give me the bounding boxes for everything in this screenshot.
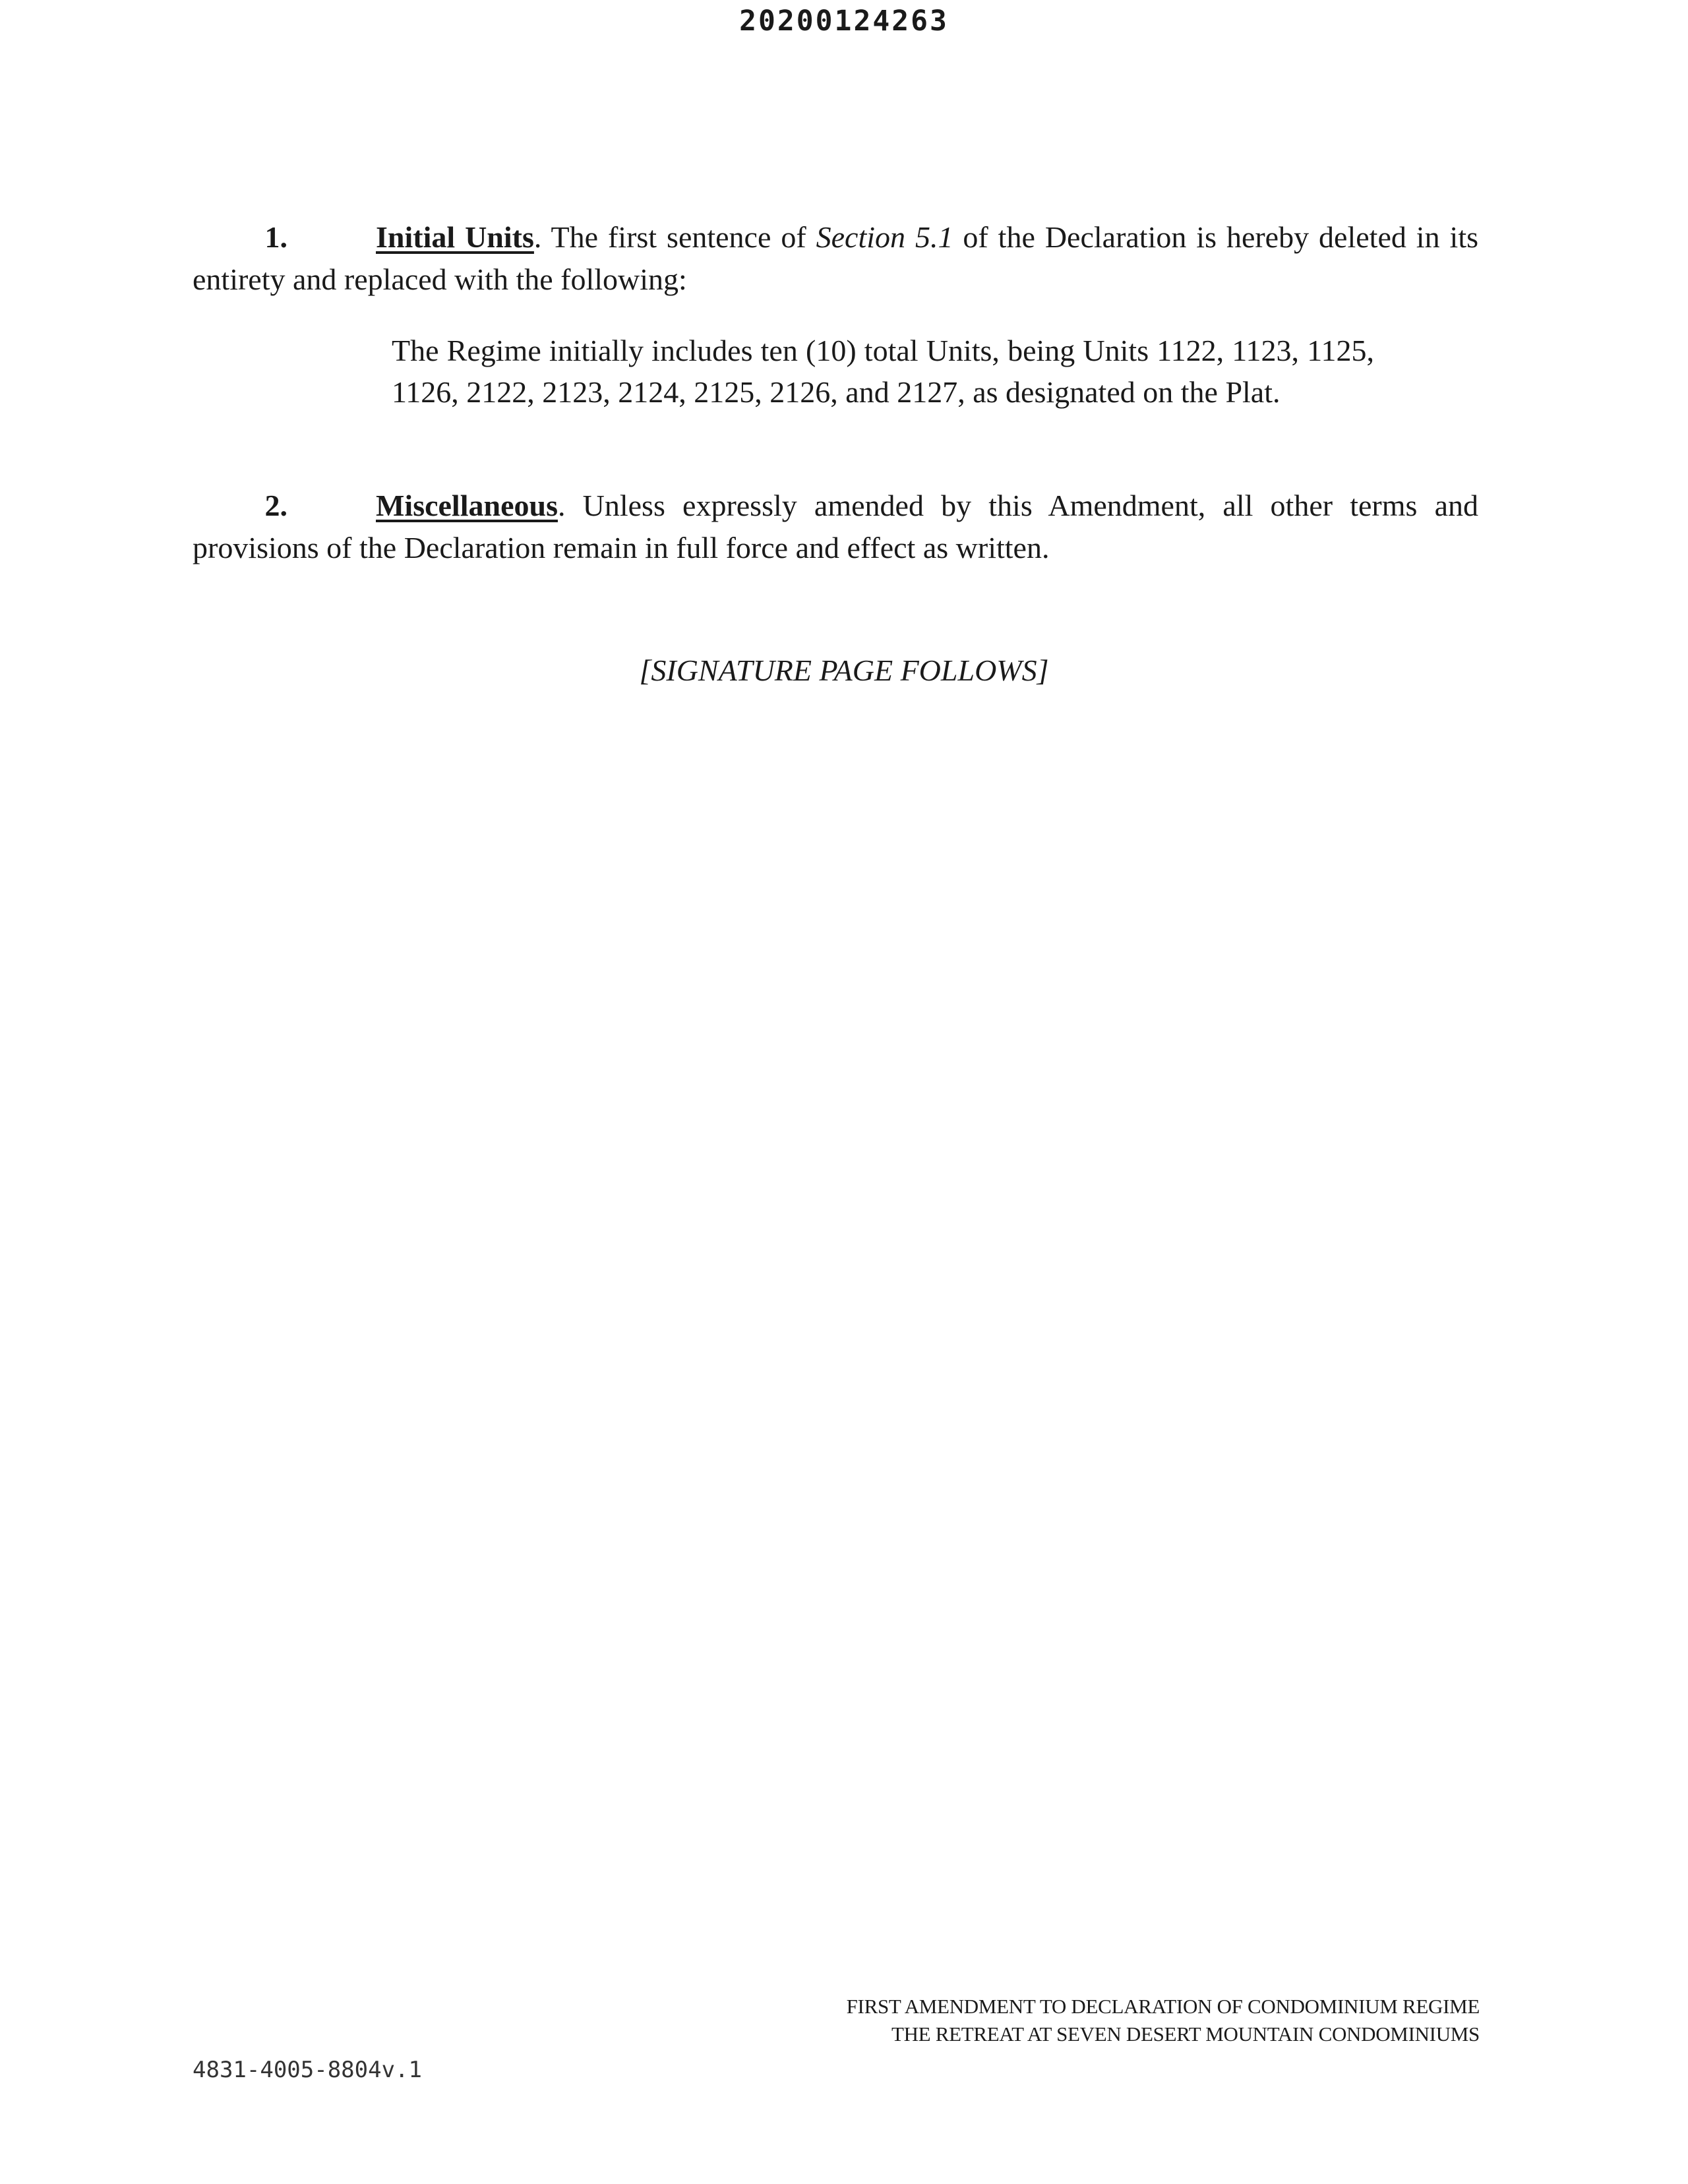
replacement-text-block: The Regime initially includes ten (10) total Units, being Units 1122, 1123, 1125, 1126, 2122, 2123, 2124, 2125, 2126, and 2127, as designated on the Plat.	[392, 334, 1374, 409]
section-text: of the Declaration is hereby deleted in its entirety and replaced with the following:	[193, 220, 1478, 296]
section-text: . The first sentence of	[533, 220, 816, 254]
section-text: . Unless expressly amended by this Amendment, all other terms and provisions of the Declaration remain in full force and effect as written.	[193, 489, 1478, 564]
footer-document-title	[491, 1993, 1480, 2048]
recording-number: 20200124263	[739, 5, 949, 38]
section-reference: Section 5.1	[816, 220, 953, 254]
section-heading: Initial Units	[376, 220, 534, 254]
footer-title-line: FIRST AMENDMENT TO DECLARATION OF CONDOMINIUM REGIME	[846, 1995, 1480, 2018]
footer-title-line: THE RETREAT AT SEVEN DESERT MOUNTAIN CONDOMINIUMS	[891, 2022, 1480, 2046]
footer-document-id: 4831-4005-8804v.1	[193, 2057, 422, 2083]
section-number: 1.	[264, 220, 287, 254]
section-miscellaneous	[193, 485, 1478, 569]
section-initial-units	[193, 216, 1478, 301]
signature-page-note: [SIGNATURE PAGE FOLLOWS]	[639, 653, 1049, 687]
section-number: 2.	[264, 489, 287, 522]
section-heading: Miscellaneous	[376, 489, 558, 522]
